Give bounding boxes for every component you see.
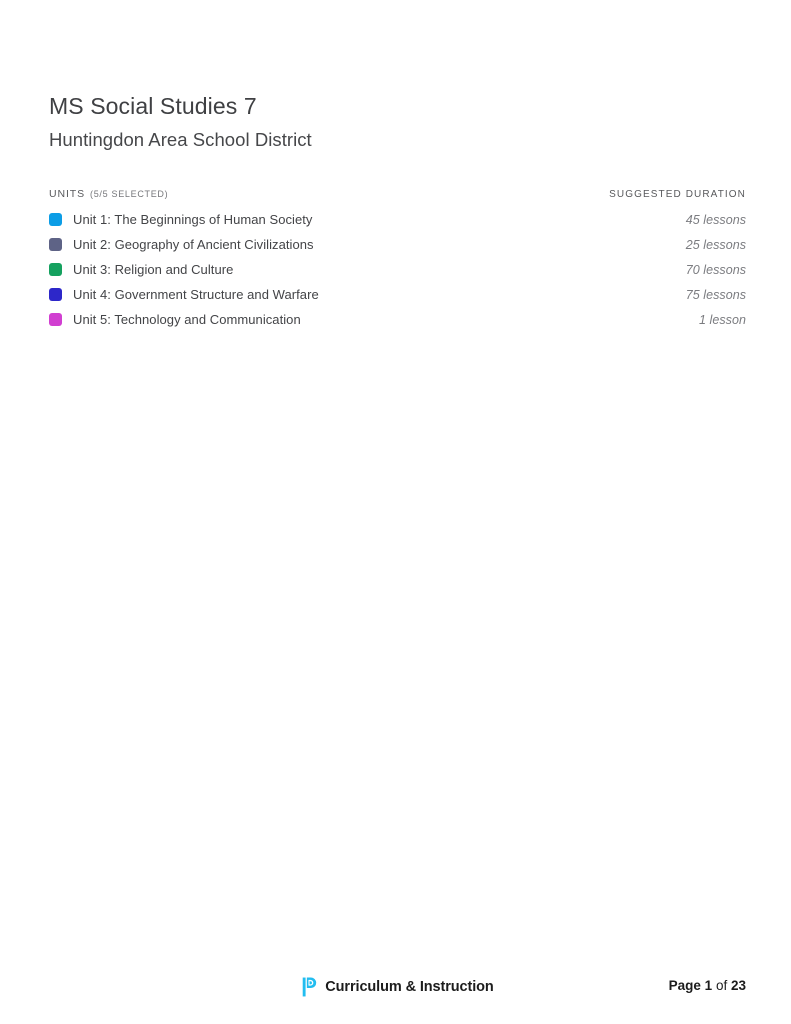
duration-column-header: SUGGESTED DURATION — [609, 189, 746, 200]
units-table-header — [49, 188, 746, 207]
table-row — [49, 207, 746, 232]
unit-title-group — [49, 312, 699, 327]
page-subtitle: Huntingdon Area School District — [49, 129, 312, 150]
document-header — [49, 91, 746, 153]
unit-title: Unit 4: Government Structure and Warfare — [73, 287, 319, 302]
unit-color-swatch-icon — [49, 238, 62, 251]
unit-duration: 70 lessons — [685, 262, 746, 277]
table-row — [49, 307, 746, 332]
unit-title-group — [49, 237, 686, 252]
unit-title: Unit 2: Geography of Ancient Civilizations — [73, 237, 314, 252]
unit-title-group — [49, 287, 686, 302]
brand-name: Curriculum & Instruction — [325, 979, 494, 995]
unit-duration: 45 lessons — [685, 212, 746, 227]
unit-color-swatch-icon — [49, 213, 62, 226]
table-row — [49, 257, 746, 282]
page-number-of: of — [715, 978, 728, 993]
unit-duration: 1 lesson — [699, 312, 746, 327]
unit-title: Unit 1: The Beginnings of Human Society — [73, 212, 313, 227]
unit-color-swatch-icon — [49, 288, 62, 301]
table-row — [49, 232, 746, 257]
unit-title-group — [49, 212, 686, 227]
unit-color-swatch-icon — [49, 263, 62, 276]
page-number-current: Page 1 — [668, 978, 713, 993]
document-footer — [49, 976, 746, 1010]
units-header-group — [49, 188, 168, 200]
units-column-header: UNITS — [49, 188, 85, 200]
page-number-total: 23 — [730, 978, 746, 993]
unit-title: Unit 3: Religion and Culture — [73, 262, 234, 277]
p-logo-icon — [301, 976, 319, 998]
brand-logo — [301, 976, 493, 998]
unit-duration: 75 lessons — [685, 287, 746, 302]
page-number — [669, 978, 746, 993]
unit-title-group — [49, 262, 686, 277]
table-row — [49, 282, 746, 307]
unit-duration: 25 lessons — [685, 237, 746, 252]
units-selected-count: (5/5 SELECTED) — [90, 189, 169, 199]
units-section — [49, 188, 746, 332]
unit-color-swatch-icon — [49, 313, 62, 326]
page-title: MS Social Studies 7 — [49, 93, 257, 119]
unit-title: Unit 5: Technology and Communication — [73, 312, 301, 327]
